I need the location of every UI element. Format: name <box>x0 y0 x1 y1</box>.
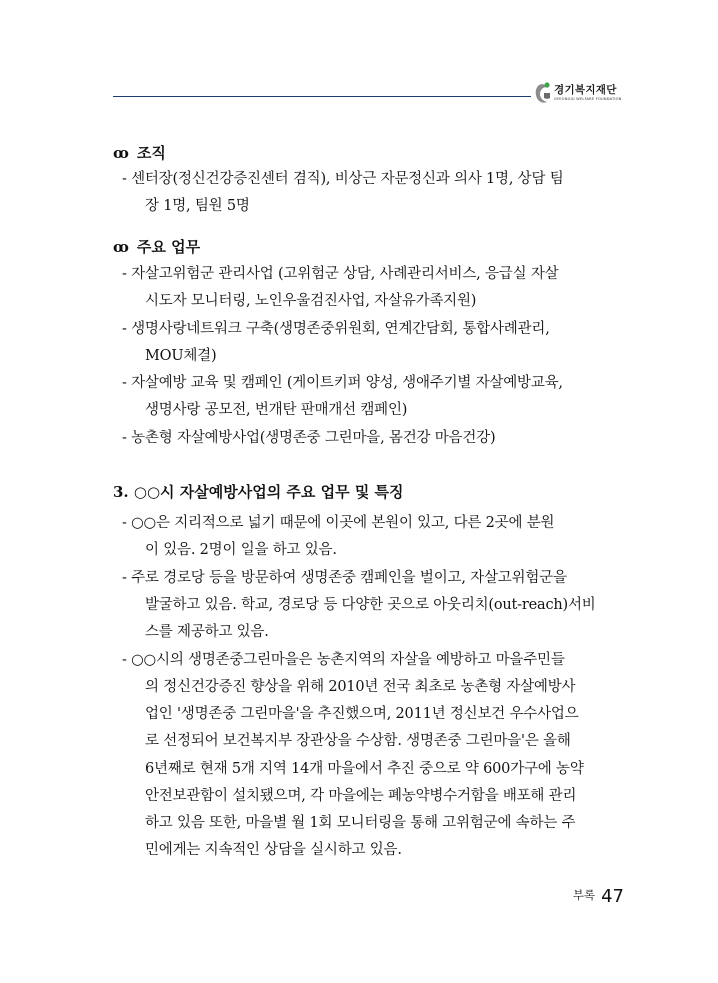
text-line: 하고 있음 또한, 마을별 월 1회 모니터링을 통해 고위험군에 속하는 주 <box>145 815 576 831</box>
text-line: - 자살예방 교육 및 캠페인 (게이트키퍼 양성, 생애주기별 자살예방교육, <box>122 375 563 391</box>
section-heading-3: 3. ○○시 자살예방사업의 주요 업무 및 특징 <box>113 483 404 501</box>
bullet-symbol: ꝏ <box>113 238 129 256</box>
text-line: 발굴하고 있음. 학교, 경로당 등 다양한 곳으로 아웃리치(out-reach)서비 <box>145 597 596 613</box>
text-line: 생명사랑 공모전, 번개탄 판매개선 캠페인) <box>145 402 408 418</box>
text-line: 이 있음. 2명이 일을 하고 있음. <box>145 542 337 558</box>
header-rule <box>113 96 531 97</box>
text-line: 로 선정되어 보건복지부 장관상을 수상함. 생명존중 그린마을'은 올해 <box>145 733 571 749</box>
text-line: 6년째로 현재 5개 지역 14개 마을에서 추진 중으로 약 600가구에 농약 <box>145 761 584 777</box>
text-line: - ○○시의 생명존중그린마을은 농촌지역의 자살을 예방하고 마을주민들 <box>122 652 565 668</box>
org-name: 경기복지재단 <box>554 84 617 96</box>
section-heading-organization <box>113 142 166 163</box>
text-line: 장 1명, 팀원 5명 <box>145 198 250 214</box>
text-line: 업인 '생명존중 그린마을'을 추진했으며, 2011년 정신보건 우수사업으 <box>145 706 579 722</box>
text-line: - ○○은 지리적으로 넓기 때문에 이곳에 본원이 있고, 다른 2곳에 분원 <box>122 515 555 531</box>
bullet-symbol: ꝏ <box>113 144 129 162</box>
text-line: MOU체결) <box>145 348 217 364</box>
text-line: 의 정신건강증진 향상을 위해 2010년 전국 최초로 농촌형 자살예방사 <box>145 679 576 695</box>
text-line: - 농촌형 자살예방사업(생명존중 그린마을, 몸건강 마음건강) <box>122 430 496 446</box>
text-line: - 생명사랑네트워크 구축(생명존중위원회, 연계간담회, 통합사례관리, <box>122 321 550 337</box>
text-line: - 센터장(정신건강증진센터 겸직), 비상근 자문정신과 의사 1명, 상담 팀 <box>122 171 564 187</box>
section-heading-main-tasks <box>113 236 200 257</box>
text-line: 스를 제공하고 있음. <box>145 624 269 640</box>
text-line: 시도자 모니터링, 노인우울검진사업, 자살유가족지원) <box>145 293 477 309</box>
org-logo <box>534 80 644 110</box>
text-line: - 주로 경로당 등을 방문하여 생명존중 캠페인을 벌이고, 자살고위험군을 <box>122 570 567 586</box>
appendix-label: 부록 <box>572 888 596 902</box>
text-line: - 자살고위험군 관리사업 (고위험군 상담, 사례관리서비스, 응급실 자살 <box>122 266 559 282</box>
text-line: 안전보관함이 설치됐으며, 각 마을에는 폐농약병수거함을 배포해 관리 <box>145 788 577 804</box>
page-footer <box>573 886 624 907</box>
page-number: 47 <box>601 886 624 907</box>
org-subtitle: GYEONGGI WELFARE FOUNDATION <box>554 97 622 101</box>
org-logo-icon <box>534 80 552 106</box>
section-title: 주요 업무 <box>136 238 201 256</box>
text-line: 민에게는 지속적인 상담을 실시하고 있음. <box>145 842 402 858</box>
section-title: 조직 <box>136 144 166 162</box>
